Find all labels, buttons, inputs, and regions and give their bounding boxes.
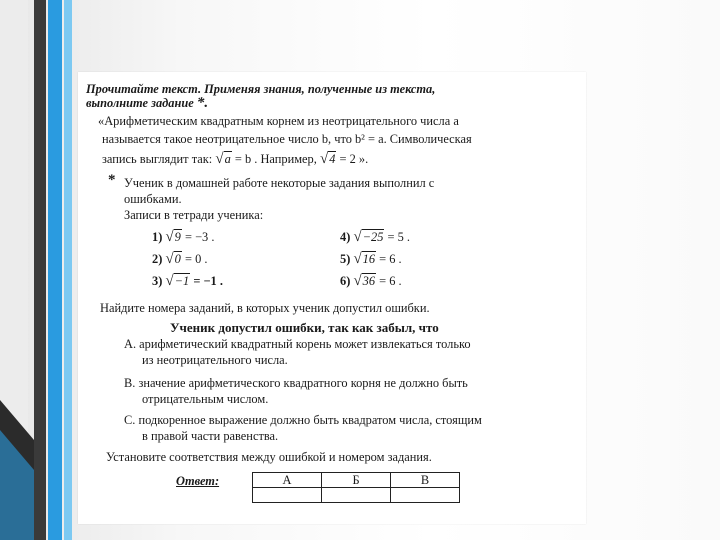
sqrt-sign: √ [353,273,362,289]
example-number: 2) [152,252,163,266]
option-a-line-2: из неотрицательного числа. [142,353,288,367]
answer-label: Ответ: [176,474,220,488]
example-1 [152,230,214,244]
radicand: 9 [174,230,181,244]
example-4 [340,230,410,244]
radicand: −1 [174,274,190,288]
document-page [78,72,586,524]
instruction-text: выполните задание [86,96,194,110]
instruction-star: *. [196,95,209,111]
answer-cell[interactable] [391,488,460,503]
answer-table [252,472,460,503]
example-result: = 6 . [379,274,402,288]
definition-text-a: запись выглядит так: [102,152,213,166]
radicand: a [224,152,231,166]
sqrt-sign: √ [215,151,224,167]
example-number: 3) [152,274,163,288]
example-6 [340,274,402,288]
example-result: = 0 . [184,252,208,266]
answer-header-cell: Б [322,473,391,488]
sqrt-sign: √ [353,229,362,245]
instruction-line-2 [86,96,208,110]
option-c-line-1: С. подкоренное выражение должно быть квадратом числа, стоящим [124,413,482,427]
example-3 [152,274,223,288]
task-line-2: ошибками. [124,192,182,206]
sqrt-sign: √ [319,151,329,167]
example-result: = −3 . [184,230,215,244]
task-star: * [108,172,116,188]
sqrt-sign: √ [165,229,174,245]
example-2 [152,252,207,266]
radicand: 16 [362,252,376,266]
answer-cell[interactable] [253,488,322,503]
example-5 [340,252,402,266]
answer-value-row [253,488,460,503]
example-number: 1) [152,230,163,244]
definition-line-3 [102,152,368,166]
answer-header-cell: А [253,473,322,488]
example-number: 5) [340,252,351,266]
option-a-line-1: А. арифметический квадратный корень может извлекаться только [124,337,471,351]
example-number: 6) [340,274,351,288]
example-number: 4) [340,230,351,244]
definition-text-c: = 2 ». [339,152,369,166]
definition-line-1: «Арифметическим квадратным корнем из неотрицательного числа a [98,114,459,128]
sqrt-sign: √ [353,251,362,267]
match-instruction: Установите соответствия между ошибкой и номером задания. [106,450,432,464]
error-header: Ученик допустил ошибки, так как забыл, что [170,320,439,335]
instruction-line-1: Прочитайте текст. Применяя знания, полученные из текста, [86,82,436,96]
sqrt-sign: √ [165,273,174,289]
find-errors-text: Найдите номера заданий, в которых ученик допустил ошибки. [100,301,430,315]
radicand: 0 [174,252,181,266]
radicand: 36 [362,274,376,288]
task-line-1: Ученик в домашней работе некоторые задания выполнил с [124,176,435,190]
example-result: = 5 . [387,230,411,244]
radicand: −25 [362,230,384,244]
answer-header-cell: В [391,473,460,488]
task-line-3: Записи в тетради ученика: [124,208,264,222]
example-result: = 6 . [379,252,402,266]
definition-line-2: называется такое неотрицательное число b, что b² = a. Символическая [102,132,472,146]
option-b-line-2: отрицательным числом. [142,392,269,406]
option-b-line-1: В. значение арифметического квадратного корня не должно быть [124,376,468,390]
example-result: = −1 . [193,274,223,288]
answer-cell[interactable] [322,488,391,503]
definition-text-b: = b . Например, [234,152,317,166]
sqrt-sign: √ [165,251,174,267]
option-c-line-2: в правой части равенства. [142,429,279,443]
answer-header-row [253,473,460,488]
radicand: 4 [329,152,336,166]
